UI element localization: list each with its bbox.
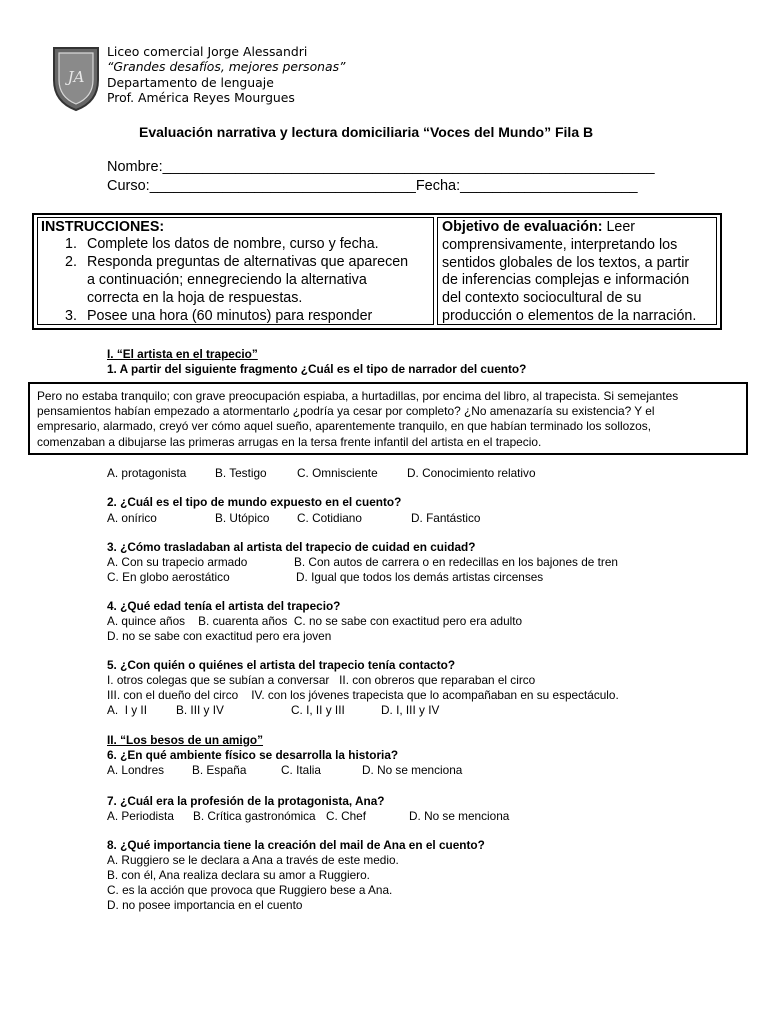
question-4: 4. ¿Qué edad tenía el artista del trapecio?: [107, 599, 341, 613]
option[interactable]: C. Omnisciente: [297, 466, 378, 480]
school-motto: “Grandes desafíos, mejores personas”: [107, 59, 346, 74]
option[interactable]: D. No se menciona: [362, 763, 463, 777]
option[interactable]: A. I y II: [107, 703, 147, 717]
option[interactable]: C. En globo aerostático: [107, 570, 230, 584]
school-crest-logo: [52, 44, 100, 112]
options-line[interactable]: D. no se sabe con exactitud pero era joven: [107, 629, 332, 643]
options-line[interactable]: A. quince años B. cuarenta años C. no se sabe con exactitud pero era adulto: [107, 614, 523, 628]
page-title: Evaluación narrativa y lectura domiciliaria “Voces del Mundo” Fila B: [139, 124, 594, 140]
question-6: 6. ¿En qué ambiente físico se desarrolla la historia?: [107, 748, 399, 762]
instruction-text: Posee una hora (60 minutos) para responder: [87, 308, 373, 324]
objective-line: producción o elementos de la narración.: [442, 308, 697, 324]
option[interactable]: A. Ruggiero se le declara a Ana a través de este medio.: [107, 853, 399, 867]
statement-line: III. con el dueño del circo IV. con los jóvenes trapecista que lo acompañaban en su espectáculo.: [107, 688, 619, 702]
instruction-item: 3.: [65, 308, 77, 324]
teacher-name: Prof. América Reyes Mourgues: [107, 90, 295, 105]
question-1: 1. A partir del siguiente fragmento ¿Cuál es el tipo de narrador del cuento?: [107, 362, 527, 376]
fragment-line: comenzaban a dibujarse las primeras arrugas en la tersa frente infantil del artista en el trapecio.: [37, 435, 542, 448]
option[interactable]: A. Periodista: [107, 809, 174, 823]
option[interactable]: D. no posee importancia en el cuento: [107, 898, 303, 912]
instructions-heading: INSTRUCCIONES:: [41, 219, 165, 235]
option[interactable]: D. Conocimiento relativo: [407, 466, 536, 480]
option[interactable]: B. III y IV: [176, 703, 224, 717]
option[interactable]: A. onírico: [107, 511, 157, 525]
option[interactable]: B. con él, Ana realiza declara su amor a Ruggiero.: [107, 868, 370, 882]
objective-first-line: Objetivo de evaluación: Leer: [442, 219, 636, 235]
option[interactable]: C. Cotidiano: [297, 511, 362, 525]
course-date-field[interactable]: Curso:_________________________________Fecha:______________________: [107, 178, 638, 194]
instruction-text: Responda preguntas de alternativas que aparecen: [87, 254, 409, 270]
school-name: Liceo comercial Jorge Alessandri: [107, 44, 308, 59]
objective-line: sentidos globales de los textos, a partir: [442, 255, 690, 271]
instruction-text: correcta en la hoja de respuestas.: [87, 290, 303, 306]
statement-line: I. otros colegas que se subían a conversar II. con obreros que reparaban el circo: [107, 673, 536, 687]
option[interactable]: B. Con autos de carrera o en redecillas en los bajones de tren: [294, 555, 618, 569]
question-2: 2. ¿Cuál es el tipo de mundo expuesto en el cuento?: [107, 495, 402, 509]
option[interactable]: D. No se menciona: [409, 809, 510, 823]
objective-line: comprensivamente, interpretando los: [442, 237, 678, 253]
instruction-text: a continuación; ennegreciendo la alternativa: [87, 272, 367, 288]
fragment-line: empresario, alarmado, creyó ver cómo aquel sueño, aparentemente tranquilo, en que habían terminado los sollozos,: [37, 419, 652, 433]
section-heading: II. “Los besos de un amigo”: [107, 733, 264, 747]
question-3: 3. ¿Cómo trasladaban al artista del trapecio de cuidad en cuidad?: [107, 540, 476, 554]
option[interactable]: B. España: [192, 763, 247, 777]
instruction-item: 1.: [65, 236, 77, 252]
instruction-text: Complete los datos de nombre, curso y fecha.: [87, 236, 379, 252]
option[interactable]: B. Utópico: [215, 511, 270, 525]
option[interactable]: D. Fantástico: [411, 511, 481, 525]
svg-text:JA: JA: [67, 68, 85, 86]
option[interactable]: D. I, III y IV: [381, 703, 440, 717]
option[interactable]: A. protagonista: [107, 466, 187, 480]
option[interactable]: B. Crítica gastronómica: [193, 809, 316, 823]
option[interactable]: B. Testigo: [215, 466, 267, 480]
option[interactable]: D. Igual que todos los demás artistas circenses: [296, 570, 544, 584]
option[interactable]: C. Chef: [326, 809, 366, 823]
option[interactable]: C. I, II y III: [291, 703, 345, 717]
option[interactable]: C. Italia: [281, 763, 321, 777]
option[interactable]: C. es la acción que provoca que Ruggiero bese a Ana.: [107, 883, 393, 897]
fragment-line: Pero no estaba tranquilo; con grave preocupación espiaba, a hurtadillas, por encima del libro, al trapecista. Si semejantes: [37, 389, 679, 403]
option[interactable]: A. Con su trapecio armado: [107, 555, 248, 569]
department: Departamento de lenguaje: [107, 75, 274, 90]
instruction-item: 2.: [65, 254, 77, 270]
question-7: 7. ¿Cuál era la profesión de la protagonista, Ana?: [107, 794, 385, 808]
question-5: 5. ¿Con quién o quiénes el artista del trapecio tenía contacto?: [107, 658, 456, 672]
objective-line: de inferencias complejas e información: [442, 272, 690, 288]
fragment-line: pensamientos habían empezado a atormentarlo ¿podría ya cesar por completo? ¿No amenazaría su existencia? Y el: [37, 404, 655, 418]
question-8: 8. ¿Qué importancia tiene la creación del mail de Ana en el cuento?: [107, 838, 485, 852]
section-heading: I. “El artista en el trapecio”: [107, 347, 258, 361]
objective-line: del contexto sociocultural de su: [442, 290, 642, 306]
name-field[interactable]: Nombre:_____________________________________________________________: [107, 159, 655, 175]
option[interactable]: A. Londres: [107, 763, 165, 777]
